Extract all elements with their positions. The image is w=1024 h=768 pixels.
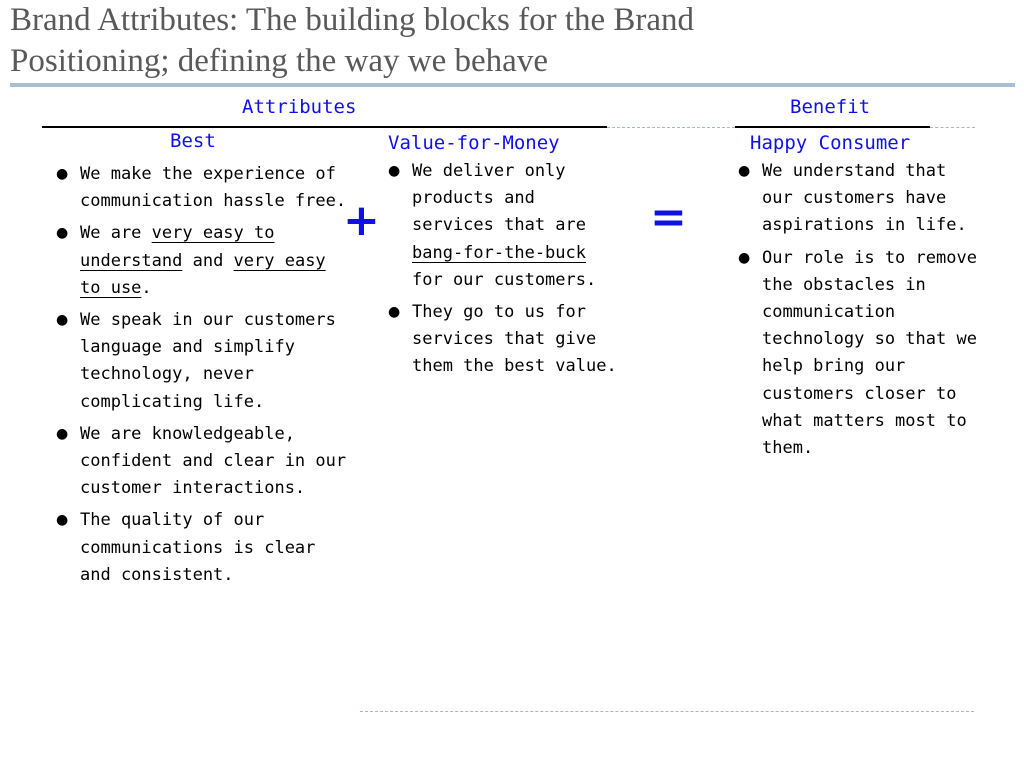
bullet-icon: ● [56, 166, 69, 182]
slide-title-line-1: Brand Attributes: The building blocks for the Brand [10, 2, 695, 38]
list-item-text: . [141, 277, 152, 298]
underlined-text: very easy to understand [80, 223, 275, 271]
benefit-underline [735, 126, 930, 128]
column-header-value-for-money: Value-for-Money [388, 132, 560, 154]
list-item-text: We speak in our customers language and simplify technology, never complicating life. [80, 310, 336, 412]
list-item-text: We are [80, 223, 152, 244]
list-item-text: and [182, 250, 234, 271]
list-item-text: for our customers. [412, 269, 597, 290]
slide-title [10, 0, 1010, 82]
bullet-icon: ● [56, 512, 69, 529]
underlined-text: very easy to use [80, 250, 326, 298]
header-dashed-rule [607, 127, 735, 128]
list-item-text: We deliver only products and services that are [412, 161, 586, 236]
list-item [54, 307, 354, 416]
bullet-icon: ● [56, 312, 69, 329]
header-attributes: Attributes [242, 96, 357, 118]
header-dashed-rule-end [930, 127, 975, 128]
title-divider [10, 83, 1015, 87]
list-item [54, 421, 354, 503]
list-item-text: Our role is to remove the obstacles in communication technology so that we help bring our customers closer to what matters most to them. [762, 247, 977, 459]
list-item [54, 220, 354, 302]
bottom-dashed-rule [360, 711, 974, 712]
list-item-text: We make the experience of communication hassle free. [80, 164, 347, 212]
column-header-best: Best [170, 130, 216, 152]
list-item-text: We understand that our customers have aspirations in life. [762, 161, 967, 236]
best-list [54, 161, 354, 594]
plus-operator: + [343, 195, 380, 246]
list-item-text: We are knowledgeable, confident and clear in our customer interactions. [80, 423, 347, 499]
bullet-icon: ● [738, 163, 751, 179]
bullet-icon: ● [738, 249, 751, 266]
list-item-text: The quality of our communications is clear and consistent. [80, 510, 316, 585]
list-item [54, 507, 354, 589]
equals-operator: = [650, 192, 687, 243]
list-item [386, 299, 626, 381]
bullet-icon: ● [388, 163, 401, 179]
attributes-underline [42, 126, 607, 128]
column-header-happy-consumer: Happy Consumer [750, 132, 911, 154]
list-item [386, 158, 626, 294]
slide-title-line-2: Positioning; defining the way we behave [10, 43, 548, 79]
bullet-icon: ● [388, 304, 401, 321]
happy-consumer-list [736, 158, 981, 467]
value-for-money-list [386, 158, 626, 386]
list-item [54, 161, 354, 215]
list-item [736, 158, 981, 240]
list-item-text: They go to us for services that give them the best value. [412, 302, 617, 377]
header-benefit: Benefit [790, 96, 871, 118]
bullet-icon: ● [56, 425, 69, 442]
underlined-text: bang-for-the-buck [412, 242, 586, 263]
list-item [736, 245, 981, 463]
bullet-icon: ● [56, 225, 69, 242]
